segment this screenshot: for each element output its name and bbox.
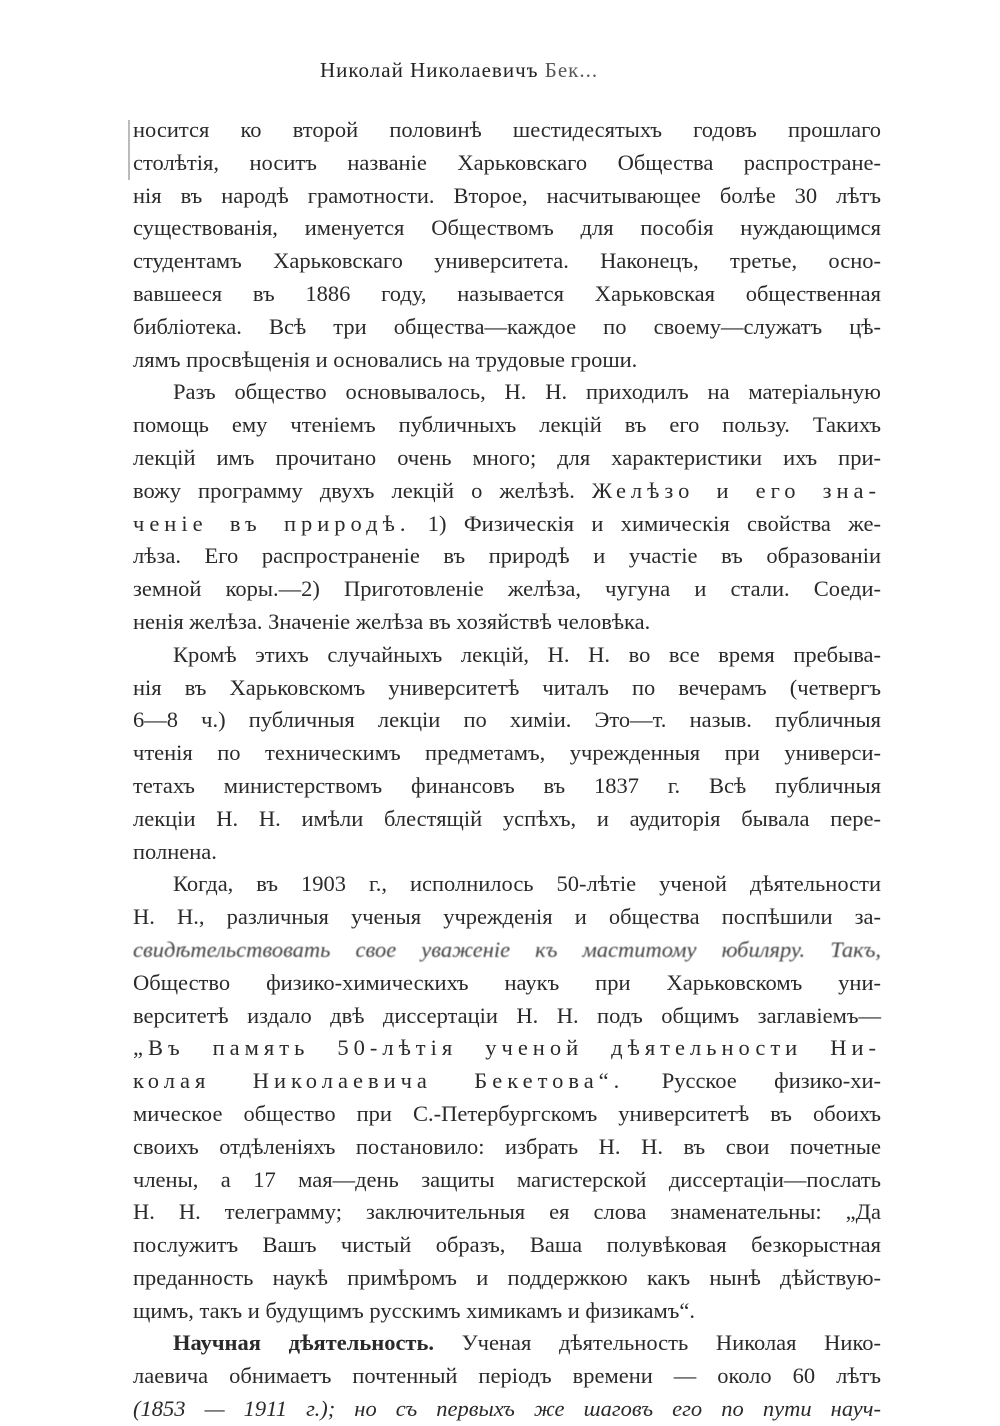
text-segment: лаевича обнимаетъ почтенный періодъ времени — около 60 лѣтъ [133, 1363, 881, 1389]
text-line [133, 901, 881, 934]
text-segment: 6—8 ч.) публичныя лекціи по химіи. Это—т. назыв. публичныя [133, 707, 881, 733]
text-segment: преданность наукѣ примѣромъ и поддержкою какъ нынѣ дѣйствую- [133, 1264, 881, 1290]
text-line [133, 475, 881, 508]
text-segment: свидѣтельствовать свое уваженіе къ маститому юбиляру. Такъ, [133, 936, 881, 962]
body-text [133, 114, 881, 1426]
text-line [133, 1065, 881, 1098]
text-line [133, 540, 881, 573]
text-segment: но съ первыхъ же шаговъ его по пути науч- [354, 1396, 881, 1422]
text-segment: столѣтія, носитъ названіе Харьковскаго Общества распростране- [133, 149, 881, 175]
text-segment: земной коры.—2) Приготовленіе желѣза, чугуна и стали. Соеди- [133, 576, 881, 602]
text-line [133, 1131, 881, 1164]
text-line [133, 967, 881, 1000]
text-segment: мическое общество при С.-Петербургскомъ университетѣ въ обоихъ [133, 1100, 881, 1126]
text-segment: нія въ Харьковскомъ университетѣ читалъ по вечерамъ (четвергъ [133, 674, 881, 700]
text-segment: верситетѣ издало двѣ диссертаціи Н. Н. подъ общимъ заглавіемъ— [133, 1002, 881, 1028]
running-header [320, 58, 598, 83]
section-heading: Научная дѣятельность. [173, 1330, 435, 1356]
text-segment: Н. Н., различныя ученыя учрежденія и общества поспѣшили за- [133, 904, 881, 930]
text-line [133, 245, 881, 278]
text-segment: носится ко второй половинѣ шестидесятыхъ годовъ прошлаго [133, 117, 881, 142]
text-line [133, 442, 881, 475]
text-line [133, 1164, 881, 1197]
text-line [133, 770, 881, 803]
text-segment: Общество физико-химическихъ наукъ при Харьковскомъ уни- [133, 969, 881, 995]
scan-margin-mark [128, 120, 130, 180]
text-segment: ненія желѣза. Значеніе желѣза въ хозяйствѣ человѣка. [133, 608, 651, 634]
text-line [133, 704, 881, 737]
text-line [133, 1262, 881, 1295]
text-segment: 1) Физическія и химическія свойства же- [410, 510, 881, 536]
text-segment: Разъ общество основывалось, Н. Н. приходилъ на матеріальную [173, 379, 881, 405]
text-line [133, 1098, 881, 1131]
text-line [133, 737, 881, 770]
text-segment: Ученая дѣятельность Николая Нико- [434, 1330, 882, 1356]
text-line [133, 147, 881, 180]
text-line [133, 1000, 881, 1033]
text-segment: чтенія по техническимъ предметамъ, учрежденныя при универси- [133, 740, 881, 766]
text-line [133, 934, 881, 967]
text-segment: ченіе въ природѣ. [133, 510, 411, 536]
text-line [133, 376, 881, 409]
text-segment: члены, а 17 мая—день защиты магистерской диссертаціи—послать [133, 1166, 881, 1192]
text-line [133, 1196, 881, 1229]
text-segment: колая Николаевича Бекетова“. [133, 1068, 625, 1094]
text-segment: лѣза. Его распространеніе въ природѣ и участіе въ образованіи [133, 543, 881, 569]
text-segment: (1853 — 1911 г.); [133, 1396, 355, 1422]
text-segment: помощь ему чтеніемъ публичныхъ лекцій въ его пользу. Такихъ [133, 412, 881, 438]
text-segment: Когда, въ 1903 г., исполнилось 50-лѣтіе ученой дѣятельности [173, 871, 881, 897]
text-line [133, 606, 881, 639]
text-segment: вавшееся въ 1886 году, называется Харьковская общественная [133, 280, 881, 306]
text-line [133, 573, 881, 606]
text-line [133, 1393, 881, 1426]
text-line [133, 1032, 881, 1065]
text-segment: своихъ отдѣленіяхъ постановило: избрать Н. Н. въ свои почетные [133, 1133, 881, 1159]
text-line [133, 114, 881, 147]
text-line [133, 508, 881, 541]
text-segment: Кромѣ этихъ случайныхъ лекцій, Н. Н. во все время пребыва- [173, 641, 881, 667]
text-line [133, 868, 881, 901]
text-segment: вожу программу двухъ лекцій о желѣзѣ. [133, 477, 592, 503]
text-line [133, 836, 881, 869]
text-segment: студентамъ Харьковскаго университета. Наконецъ, третье, осно- [133, 248, 881, 274]
text-segment: Русское физико-хи- [624, 1068, 882, 1094]
text-line [133, 278, 881, 311]
text-segment: лямъ просвѣщенія и основались на трудовые гроши. [133, 346, 638, 372]
text-segment: нія въ народѣ грамотности. Второе, насчитывающее болѣе 30 лѣтъ [133, 182, 881, 208]
text-line [133, 1327, 881, 1360]
text-segment: лекціи Н. Н. имѣли блестящій успѣхъ, и аудиторія бывала пере- [133, 805, 881, 831]
text-line [133, 803, 881, 836]
text-segment: полнена. [133, 838, 217, 864]
text-line [133, 1229, 881, 1262]
text-line [133, 180, 881, 213]
running-header-title: Николай Николаевичъ [320, 58, 539, 82]
text-line [133, 409, 881, 442]
text-segment: Н. Н. телеграмму; заключительныя ея слова знаменательны: „Да [133, 1199, 881, 1225]
text-line [133, 672, 881, 705]
text-segment: тетахъ министерствомъ финансовъ въ 1837 г. Всѣ публичныя [133, 772, 881, 798]
text-segment: библіотека. Всѣ три общества—каждое по своему—служатъ цѣ- [133, 313, 881, 339]
text-line [133, 1295, 881, 1328]
text-line [133, 311, 881, 344]
text-segment: послужитъ Вашъ чистый образъ, Ваша полувѣковая безкорыстная [133, 1232, 881, 1258]
text-segment: лекцій имъ прочитано очень много; для характеристики ихъ при- [133, 444, 881, 470]
text-line [133, 212, 881, 245]
text-line [133, 344, 881, 377]
text-segment: „Въ память 50-лѣтія ученой дѣятельности Ни- [133, 1035, 881, 1061]
text-line [133, 639, 881, 672]
text-segment: существованія, именуется Обществомъ для пособія нуждающимся [133, 215, 881, 241]
running-header-faded: Бек... [544, 58, 599, 82]
text-segment: Желѣзо и его зна- [591, 477, 881, 503]
text-line [133, 1360, 881, 1393]
text-segment: щимъ, такъ и будущимъ русскимъ химикамъ и физикамъ“. [133, 1297, 695, 1323]
